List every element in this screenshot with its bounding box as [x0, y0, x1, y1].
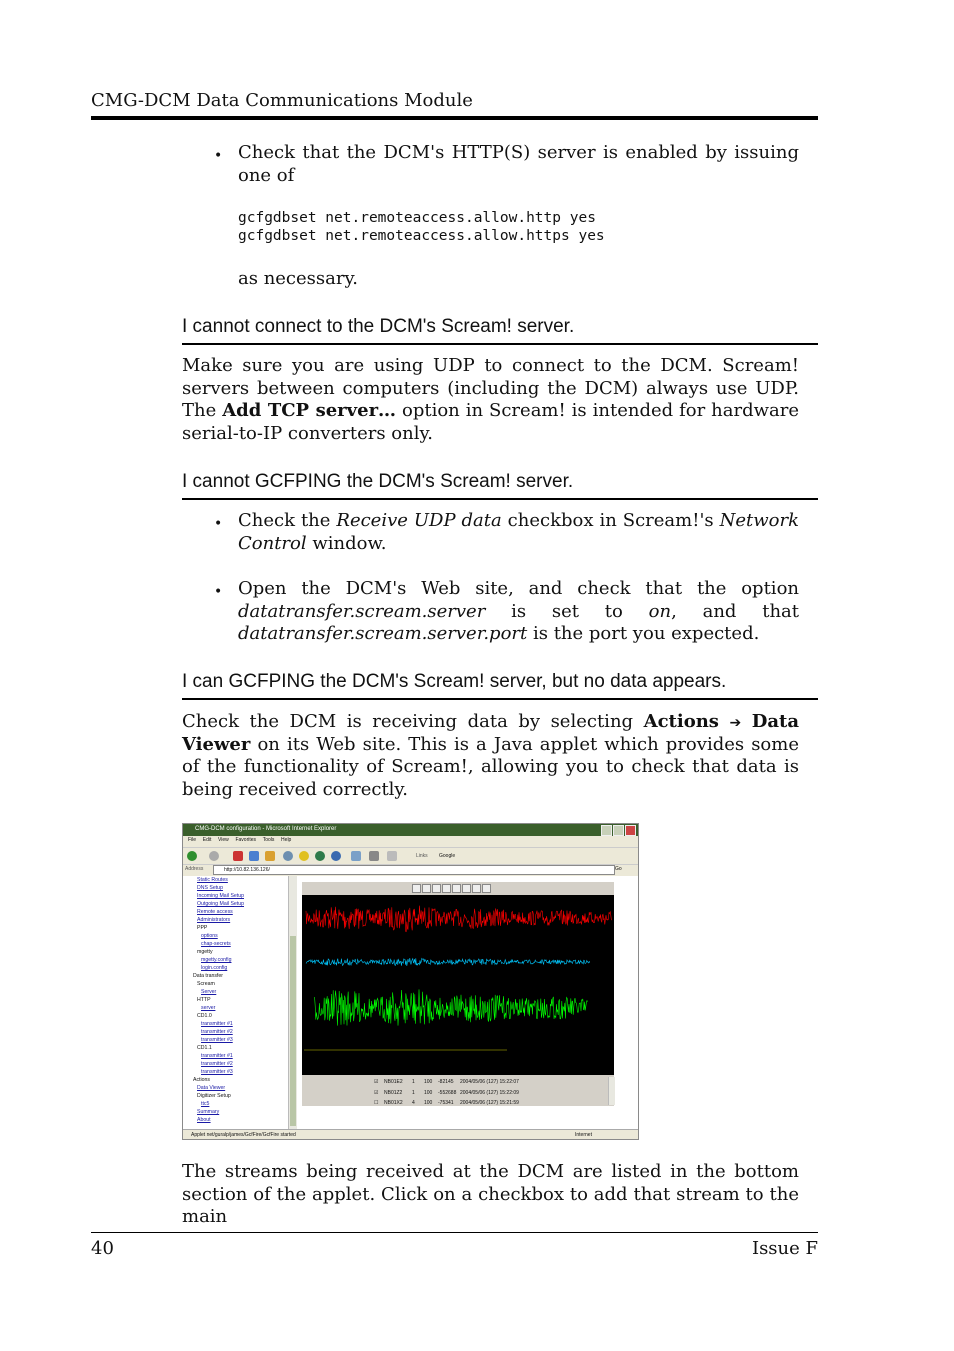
nav-scrollbar[interactable] — [288, 876, 297, 1129]
stream-id: NB01Z2 — [384, 1089, 403, 1096]
zone-text: Internet — [575, 1132, 592, 1138]
nav-item[interactable]: Static Routes — [197, 877, 228, 883]
section-heading: I cannot connect to the DCM's Scream! server. — [182, 316, 575, 337]
scale-icon[interactable] — [442, 884, 451, 893]
nav-item[interactable]: ttc5 — [201, 1101, 210, 1107]
nav-item: HTTP — [197, 997, 211, 1003]
issue-label: Issue F — [751, 1238, 818, 1259]
nav-item: Digitizer Setup — [197, 1093, 231, 1099]
section-heading: I can GCFPING the DCM's Scream! server, but no data appears. — [182, 671, 727, 692]
nav-item[interactable]: transmitter #1 — [201, 1053, 233, 1059]
nav-item: PPP — [197, 925, 208, 931]
nav-item[interactable]: login.config — [201, 965, 228, 971]
nav-item[interactable]: mgetty.config — [201, 957, 232, 963]
go-button[interactable]: Go — [615, 866, 622, 872]
menu-file[interactable]: File — [188, 837, 197, 843]
nav-item[interactable]: transmitter #3 — [201, 1037, 233, 1043]
links-label[interactable]: Links — [416, 853, 428, 859]
nav-item[interactable]: transmitter #2 — [201, 1061, 233, 1067]
list-scrollbar[interactable] — [608, 1077, 615, 1105]
data-viewer-applet — [302, 882, 614, 1106]
nav-item: Actions — [193, 1077, 211, 1083]
nav-item[interactable]: Outgoing Mail Setup — [197, 901, 245, 907]
bullet-text — [238, 510, 799, 555]
search-icon[interactable] — [283, 851, 293, 861]
footer-rule — [91, 1232, 818, 1233]
fft-icon[interactable] — [462, 884, 471, 893]
rewind-icon[interactable] — [412, 884, 421, 893]
menu-edit[interactable]: Edit — [202, 837, 212, 843]
text-run: Open the DCM's Web site, and check that the option — [238, 578, 799, 599]
edit-icon[interactable] — [387, 851, 397, 861]
emphasis: Network Control — [238, 510, 799, 554]
stream-time: 2004/05/06 (127) 15:22:09 — [460, 1089, 519, 1096]
nav-item[interactable]: server — [201, 1005, 216, 1011]
stream-row — [374, 1098, 606, 1109]
bullet-text — [238, 578, 799, 646]
stream-a: 4 — [412, 1100, 415, 1106]
text-run: checkbox in Scream!'s — [501, 510, 720, 531]
page-content — [183, 876, 638, 1129]
applet-controls — [412, 884, 492, 895]
nav-item[interactable]: About — [197, 1117, 211, 1123]
ui-label: Add TCP server… — [222, 400, 397, 422]
code-block — [238, 209, 605, 245]
text-run: Check the — [238, 510, 337, 531]
status-text: Applet net/guralp/james/GcfFire/GcfFire started — [191, 1132, 296, 1138]
window-titlebar — [183, 824, 638, 836]
nav-item[interactable]: Administrators — [197, 917, 231, 923]
menu-tools[interactable]: Tools — [262, 837, 275, 843]
window-title: CMG-DCM configuration - Microsoft Internet Explorer — [195, 826, 337, 832]
after-code-text: as necessary. — [238, 268, 358, 289]
menu-label: Data Viewer — [182, 711, 799, 755]
text-run: Make sure you are using UDP to connect to the DCM. Scream! servers between computers (including the DCM) always use UDP. The — [182, 355, 799, 422]
bullet-marker: • — [214, 516, 223, 532]
waveform-display — [302, 895, 614, 1075]
close-icon[interactable] — [625, 825, 636, 836]
forward-icon[interactable] — [209, 851, 219, 861]
address-bar — [183, 864, 638, 875]
refresh-icon[interactable] — [249, 851, 259, 861]
section-heading: I cannot GCFPING the DCM's Scream! server. — [182, 471, 574, 492]
favorites-icon[interactable] — [299, 851, 309, 861]
filter-icon[interactable] — [452, 884, 461, 893]
address-input[interactable]: http://10.82.136.126/ — [213, 865, 615, 875]
text-run: , and that — [671, 600, 800, 622]
stream-b: 100 — [424, 1100, 433, 1106]
stream-time: 2004/05/06 (127) 15:21:59 — [460, 1100, 519, 1106]
nav-item[interactable]: options — [201, 933, 218, 939]
stream-b: 100 — [424, 1079, 433, 1085]
stream-list — [374, 1077, 606, 1109]
stream-row — [374, 1077, 606, 1088]
media-icon[interactable] — [315, 851, 325, 861]
stream-id: NB01E2 — [384, 1079, 403, 1085]
stream-c: -82145 — [438, 1079, 454, 1085]
bullet-text: Check that the DCM's HTTP(S) server is enabled by issuing one of — [238, 142, 799, 186]
trace-green — [314, 989, 588, 1025]
page-number: 40 — [91, 1238, 114, 1259]
paragraph: The streams being received at the DCM are listed in the bottom section of the applet. Click on a checkbox to add that stream to the main — [182, 1161, 799, 1228]
stream-id: NB01X2 — [384, 1100, 403, 1106]
menu-help[interactable]: Help — [281, 837, 292, 843]
zoom-icon[interactable] — [432, 884, 441, 893]
heading-rule — [182, 698, 818, 700]
nav-item: CD1.1 — [197, 1045, 212, 1051]
heading-rule — [182, 498, 818, 500]
stop-icon[interactable] — [233, 851, 243, 861]
bullet-marker: • — [214, 584, 223, 600]
nav-item[interactable]: transmitter #2 — [201, 1029, 233, 1035]
scroll-thumb[interactable] — [290, 936, 296, 1126]
text-run: Check the DCM is receiving data by selecting — [182, 711, 644, 732]
trace-red — [306, 906, 611, 932]
nav-item: mgetty — [197, 949, 213, 955]
back-icon[interactable] — [187, 851, 197, 861]
stream-row — [374, 1088, 606, 1099]
stream-c: -552688 — [438, 1089, 457, 1096]
stream-time: 2004/05/06 (127) 15:22:07 — [460, 1079, 519, 1085]
text-run: is the port you expected. — [527, 623, 760, 645]
heading-rule — [182, 343, 818, 345]
nav-item[interactable]: chap-secrets — [201, 941, 231, 947]
text-run: on its Web site. This is a Java applet which provides some of the functionality of Scream!, allowing you to check that data is being received correctly. — [182, 733, 799, 801]
maximize-icon[interactable] — [613, 825, 624, 836]
stream-b: 100 — [424, 1089, 433, 1096]
header-rule — [91, 116, 818, 120]
minimize-icon[interactable] — [601, 825, 612, 836]
menu-bar — [183, 837, 638, 846]
nav-item: Data transfer — [193, 973, 223, 979]
print-icon[interactable] — [369, 851, 379, 861]
address-label: Address — [185, 866, 204, 872]
nav-item: CD1.0 — [197, 1013, 212, 1019]
browser-screenshot — [182, 823, 639, 1140]
menu-view[interactable]: View — [218, 837, 229, 843]
mail-icon[interactable] — [351, 851, 361, 861]
waveform-svg — [302, 895, 614, 1075]
browser-toolbar — [183, 847, 638, 865]
nav-item: Scream — [197, 981, 215, 987]
emphasis: datatransfer.scream.server — [238, 600, 486, 622]
nav-item[interactable]: Server — [201, 989, 217, 995]
bullet-marker: • — [214, 148, 223, 164]
running-header: CMG-DCM Data Communications Module — [91, 90, 473, 111]
arrow-icon: ➔ — [729, 714, 742, 730]
menu-favorites[interactable]: Favorites — [235, 837, 257, 843]
code-line: gcfgdbset net.remoteaccess.allow.https yes — [238, 228, 605, 244]
code-line: gcfgdbset net.remoteaccess.allow.http yes — [238, 210, 596, 226]
text-run: window. — [306, 532, 387, 554]
text-run: option in Scream! is intended for hardware serial-to-IP converters only. — [182, 400, 799, 445]
stream-checkbox[interactable]: ☑ — [374, 1079, 379, 1085]
nav-item[interactable]: transmitter #1 — [201, 1021, 233, 1027]
stream-c: -75341 — [438, 1100, 454, 1106]
nav-item[interactable]: DNS Setup — [197, 885, 223, 891]
text-run: is set to — [485, 600, 649, 622]
status-bar — [183, 1129, 638, 1140]
emphasis: datatransfer.scream.server.port — [238, 623, 528, 645]
trace-cyan — [306, 958, 590, 966]
home-icon[interactable] — [265, 851, 275, 861]
pause-icon[interactable] — [472, 884, 481, 893]
nav-item[interactable]: Data Viewer — [197, 1085, 226, 1091]
nav-item[interactable]: Incoming Mail Setup — [197, 893, 244, 899]
nav-item[interactable]: Summary — [197, 1109, 220, 1115]
forward-icon[interactable] — [422, 884, 431, 893]
menu-label: Actions — [643, 711, 719, 732]
history-icon[interactable] — [331, 851, 341, 861]
paragraph — [182, 355, 799, 446]
emphasis: Receive UDP data — [336, 510, 502, 531]
config-nav — [193, 876, 293, 1124]
settings-icon[interactable] — [482, 884, 491, 893]
nav-item[interactable]: transmitter #3 — [201, 1069, 233, 1075]
stream-checkbox[interactable]: ☑ — [374, 1089, 379, 1096]
nav-item[interactable]: Remote access — [197, 909, 233, 915]
paragraph — [182, 711, 799, 802]
stream-a: 1 — [412, 1079, 415, 1085]
google-link[interactable]: Google — [439, 853, 456, 859]
stream-a: 1 — [412, 1089, 415, 1096]
emphasis: on — [648, 600, 672, 622]
stream-checkbox[interactable]: ☐ — [374, 1100, 379, 1106]
